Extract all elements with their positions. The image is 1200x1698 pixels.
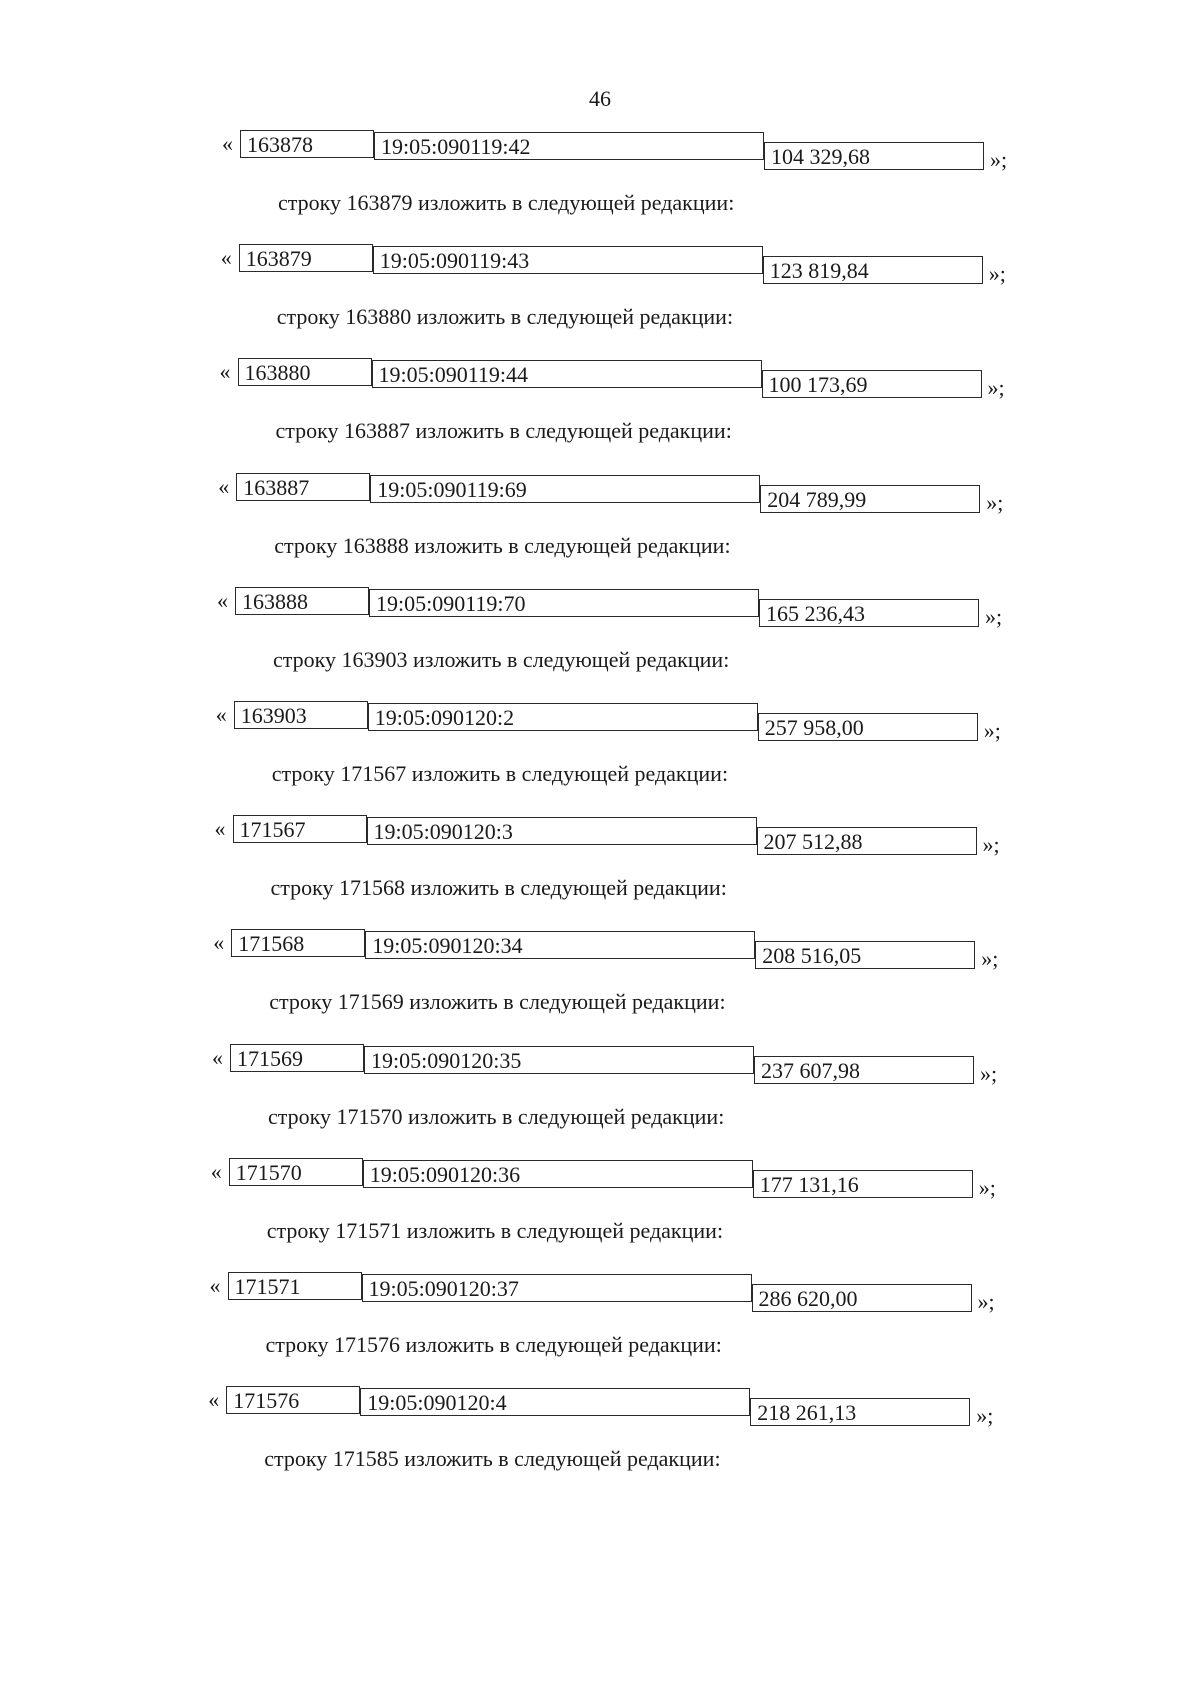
cadastral-value-cell: 123 819,84 — [763, 256, 983, 284]
table-row — [210, 1158, 1047, 1200]
amendment-instruction: строку 171569 изложить в следующей редакции: — [269, 989, 726, 1015]
quote-open: « — [222, 131, 233, 156]
table-row — [220, 244, 1057, 287]
amendment-instruction: строку 163879 изложить в следующей редакции: — [278, 190, 735, 215]
amendment-instruction: строку 171567 изложить в следующей редакции: — [271, 761, 729, 786]
table-row — [217, 587, 1053, 629]
quote-close: »; — [988, 261, 1006, 287]
cadastral-number-cell: 19:05:090120:34 — [365, 931, 755, 959]
cadastral-number-cell: 19:05:090119:42 — [374, 132, 764, 160]
row-id-cell: 171576 — [226, 1386, 360, 1414]
quote-open: « — [218, 473, 230, 499]
cadastral-number-cell: 19:05:090120:35 — [364, 1046, 754, 1074]
amendment-instruction: строку 163888 изложить в следующей редакции: — [274, 532, 731, 558]
table-row — [219, 358, 1056, 401]
row-id-cell: 171568 — [231, 929, 365, 957]
quote-open: « — [217, 587, 228, 613]
amendment-instruction: строку 171570 изложить в следующей редакции: — [268, 1103, 725, 1129]
row-id-cell: 171569 — [230, 1044, 364, 1072]
row-id-cell: 171571 — [228, 1272, 362, 1300]
cadastral-number-cell: 19:05:090120:4 — [360, 1388, 750, 1416]
cadastral-value-cell: 100 173,69 — [762, 370, 982, 398]
amendment-instruction: строку 171576 изложить в следующей редакции: — [265, 1332, 722, 1357]
table-row — [208, 1386, 1044, 1429]
quote-open: « — [220, 245, 232, 271]
row-id-cell: 163878 — [240, 130, 374, 158]
amendment-instruction: строку 171585 изложить в следующей редакции: — [264, 1446, 721, 1472]
amendment-instruction: строку 163887 изложить в следующей редакции: — [275, 418, 732, 444]
cadastral-value-cell: 218 261,13 — [750, 1398, 970, 1426]
quote-open: « — [219, 359, 231, 385]
quote-close: »; — [978, 1174, 996, 1200]
quote-open: « — [215, 702, 227, 727]
quote-close: »; — [980, 1060, 998, 1086]
quote-open: « — [210, 1158, 222, 1184]
cadastral-value-cell: 257 958,00 — [758, 713, 978, 741]
cadastral-number-cell: 19:05:090120:2 — [368, 703, 758, 731]
row-id-cell: 163887 — [236, 473, 370, 501]
amendment-instruction: строку 171571 изложить в следующей редакции: — [266, 1217, 724, 1243]
cadastral-number-cell: 19:05:090120:37 — [362, 1274, 752, 1302]
quote-open: « — [209, 1273, 221, 1298]
quote-close: »; — [983, 718, 1001, 743]
quote-close: »; — [977, 1289, 995, 1314]
cadastral-value-cell: 237 607,98 — [754, 1056, 974, 1084]
table-row — [215, 701, 1052, 743]
table-row — [212, 1044, 1048, 1086]
table-row — [222, 130, 1058, 172]
table-row — [214, 815, 1051, 858]
amendment-instruction: строку 171568 изложить в следующей редакции: — [270, 875, 727, 901]
cadastral-number-cell: 19:05:090120:36 — [363, 1160, 753, 1188]
cadastral-value-cell: 207 512,88 — [757, 827, 977, 855]
quote-close: »; — [987, 375, 1005, 401]
quote-close: »; — [981, 946, 999, 972]
cadastral-value-cell: 104 329,68 — [764, 142, 984, 170]
row-id-cell: 163903 — [234, 701, 368, 729]
quote-close: »; — [976, 1403, 994, 1429]
table-row — [213, 929, 1049, 972]
quote-open: « — [212, 1044, 223, 1070]
quote-close: »; — [986, 489, 1004, 515]
quote-close: »; — [982, 832, 1000, 858]
cadastral-value-cell: 204 789,99 — [760, 485, 980, 513]
row-id-cell: 163888 — [235, 587, 369, 615]
row-id-cell: 163880 — [238, 358, 372, 386]
table-row — [209, 1272, 1046, 1314]
quote-open: « — [213, 930, 225, 956]
row-id-cell: 163879 — [239, 244, 373, 272]
row-id-cell: 171567 — [233, 815, 367, 843]
quote-open: « — [214, 816, 226, 842]
row-id-cell: 171570 — [229, 1158, 363, 1186]
cadastral-number-cell: 19:05:090119:44 — [372, 360, 762, 388]
cadastral-number-cell: 19:05:090120:3 — [367, 817, 757, 845]
amendment-instruction: строку 163880 изложить в следующей редакции: — [276, 304, 734, 330]
quote-open: « — [208, 1387, 220, 1413]
table-row — [218, 473, 1054, 515]
quote-close: »; — [985, 603, 1003, 629]
cadastral-value-cell: 177 131,16 — [753, 1170, 973, 1198]
cadastral-value-cell: 208 516,05 — [755, 941, 975, 969]
cadastral-number-cell: 19:05:090119:70 — [369, 589, 759, 617]
cadastral-number-cell: 19:05:090119:69 — [370, 475, 760, 503]
amendment-instruction: строку 163903 изложить в следующей редакции: — [273, 646, 730, 672]
cadastral-number-cell: 19:05:090119:43 — [373, 246, 763, 274]
page-number: 46 — [589, 86, 611, 111]
cadastral-value-cell: 286 620,00 — [752, 1284, 972, 1312]
cadastral-value-cell: 165 236,43 — [759, 599, 979, 627]
quote-close: »; — [990, 147, 1008, 172]
